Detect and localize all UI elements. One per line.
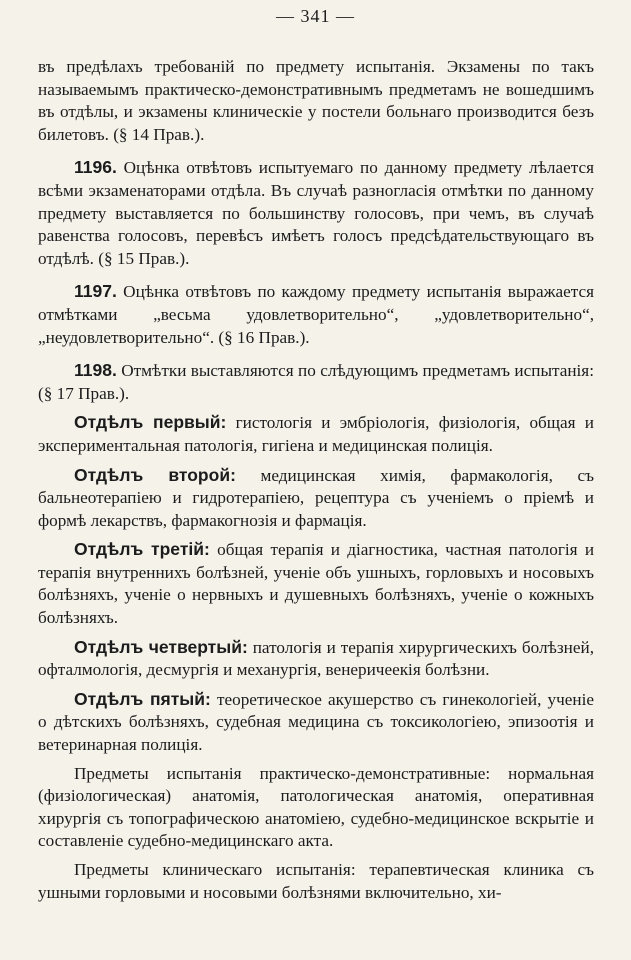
department-text: общая терапія и діагностика, частная патологія и терапія внутреннихъ болѣзней, ученіе объ ушныхъ, горловыхъ и носовыхъ болѣзняхъ, ученіе о нервныхъ и душевныхъ болѣзняхъ, ученіе о кожныхъ болѣзняхъ. xyxy=(38,540,595,628)
department-third xyxy=(38,538,594,629)
department-fifth xyxy=(38,688,594,757)
article-number: 1198. xyxy=(74,360,117,381)
article-1198 xyxy=(38,359,594,405)
department-text: гистологія и эмбріологія, физіологія, общая и экспериментальная патологія, гигіена и медицинская полиція. xyxy=(38,413,594,455)
department-text: медицинская химія, фармакологія, съ бальнеотерапіею и гидротерапіею, рецептура съ ученіемъ о пріемѣ и формѣ лекарствъ, фармакогнозія и фармація. xyxy=(38,465,595,530)
article-1197 xyxy=(38,280,594,349)
page-body xyxy=(38,56,594,904)
page-number: — 341 — xyxy=(276,6,355,26)
practical-subjects-paragraph: Предметы испытанія практическо-демонстративные: нормальная (физіологическая) анатомія, патологическая анатомія, оперативная хирургія съ топографическою анатоміею, судебно-медицинское вскрытіе и составленіе судебно-медицинскаго акта. xyxy=(38,763,594,851)
department-title: Отдѣлъ четвертый: xyxy=(74,636,248,657)
article-text: Отмѣтки выставляются по слѣдующимъ предметамъ испытанія: (§ 17 Прав.). xyxy=(38,361,594,403)
department-first xyxy=(38,411,594,457)
department-title: Отдѣлъ третій: xyxy=(74,539,210,560)
clinical-subjects-paragraph: Предметы клиническаго испытанія: терапевтическая клиника съ ушными горловыми и носовыми болѣзнями включительно, хи- xyxy=(38,860,594,902)
department-title: Отдѣлъ первый: xyxy=(74,412,227,433)
article-text: Оцѣнка отвѣтовъ по каждому предмету испытанія выражается отмѣтками „весьма удовлетворительно“, „удовлетворительно“, „неудовлетворительно“. (§ 16 Прав.). xyxy=(38,282,594,347)
article-1196 xyxy=(38,156,594,270)
department-second xyxy=(38,464,594,533)
department-text: теоретическое акушерство съ гинекологіей, ученіе о дѣтскихъ болѣзняхъ, судебная медицина съ токсикологіею, эпизоотія и ветеринарная полиція. xyxy=(38,689,595,755)
department-title: Отдѣлъ второй: xyxy=(74,464,236,485)
department-text: патологія и терапія хирургическихъ болѣзней, офталмологія, десмургія и механургія, венеричеекія болѣзни. xyxy=(38,637,595,680)
article-text: Оцѣнка отвѣтовъ испытуемаго по данному предмету лѣлается всѣми экзаменаторами отдѣла. Въ случаѣ разногласія отмѣтки по данному предмету выставляется по большинству голосовъ, при чемъ, въ случаѣ равенства голосовъ, перевѣсъ имѣетъ голосъ предсѣдательствующаго въ отдѣлѣ. (§ 15 Прав.). xyxy=(38,158,594,268)
article-number: 1197. xyxy=(74,281,117,302)
intro-paragraph: въ предѣлахъ требованій по предмету испытанія. Экзамены по такъ называемымъ практическо-демонстративнымъ предметамъ не вошедшимъ въ отдѣлы, и экзамены клиническіе у постели больнаго производится безъ билетовъ. (§ 14 Прав.). xyxy=(38,57,594,144)
article-number: 1196. xyxy=(74,157,117,178)
department-title: Отдѣлъ пятый: xyxy=(74,688,211,709)
department-fourth xyxy=(38,636,594,682)
